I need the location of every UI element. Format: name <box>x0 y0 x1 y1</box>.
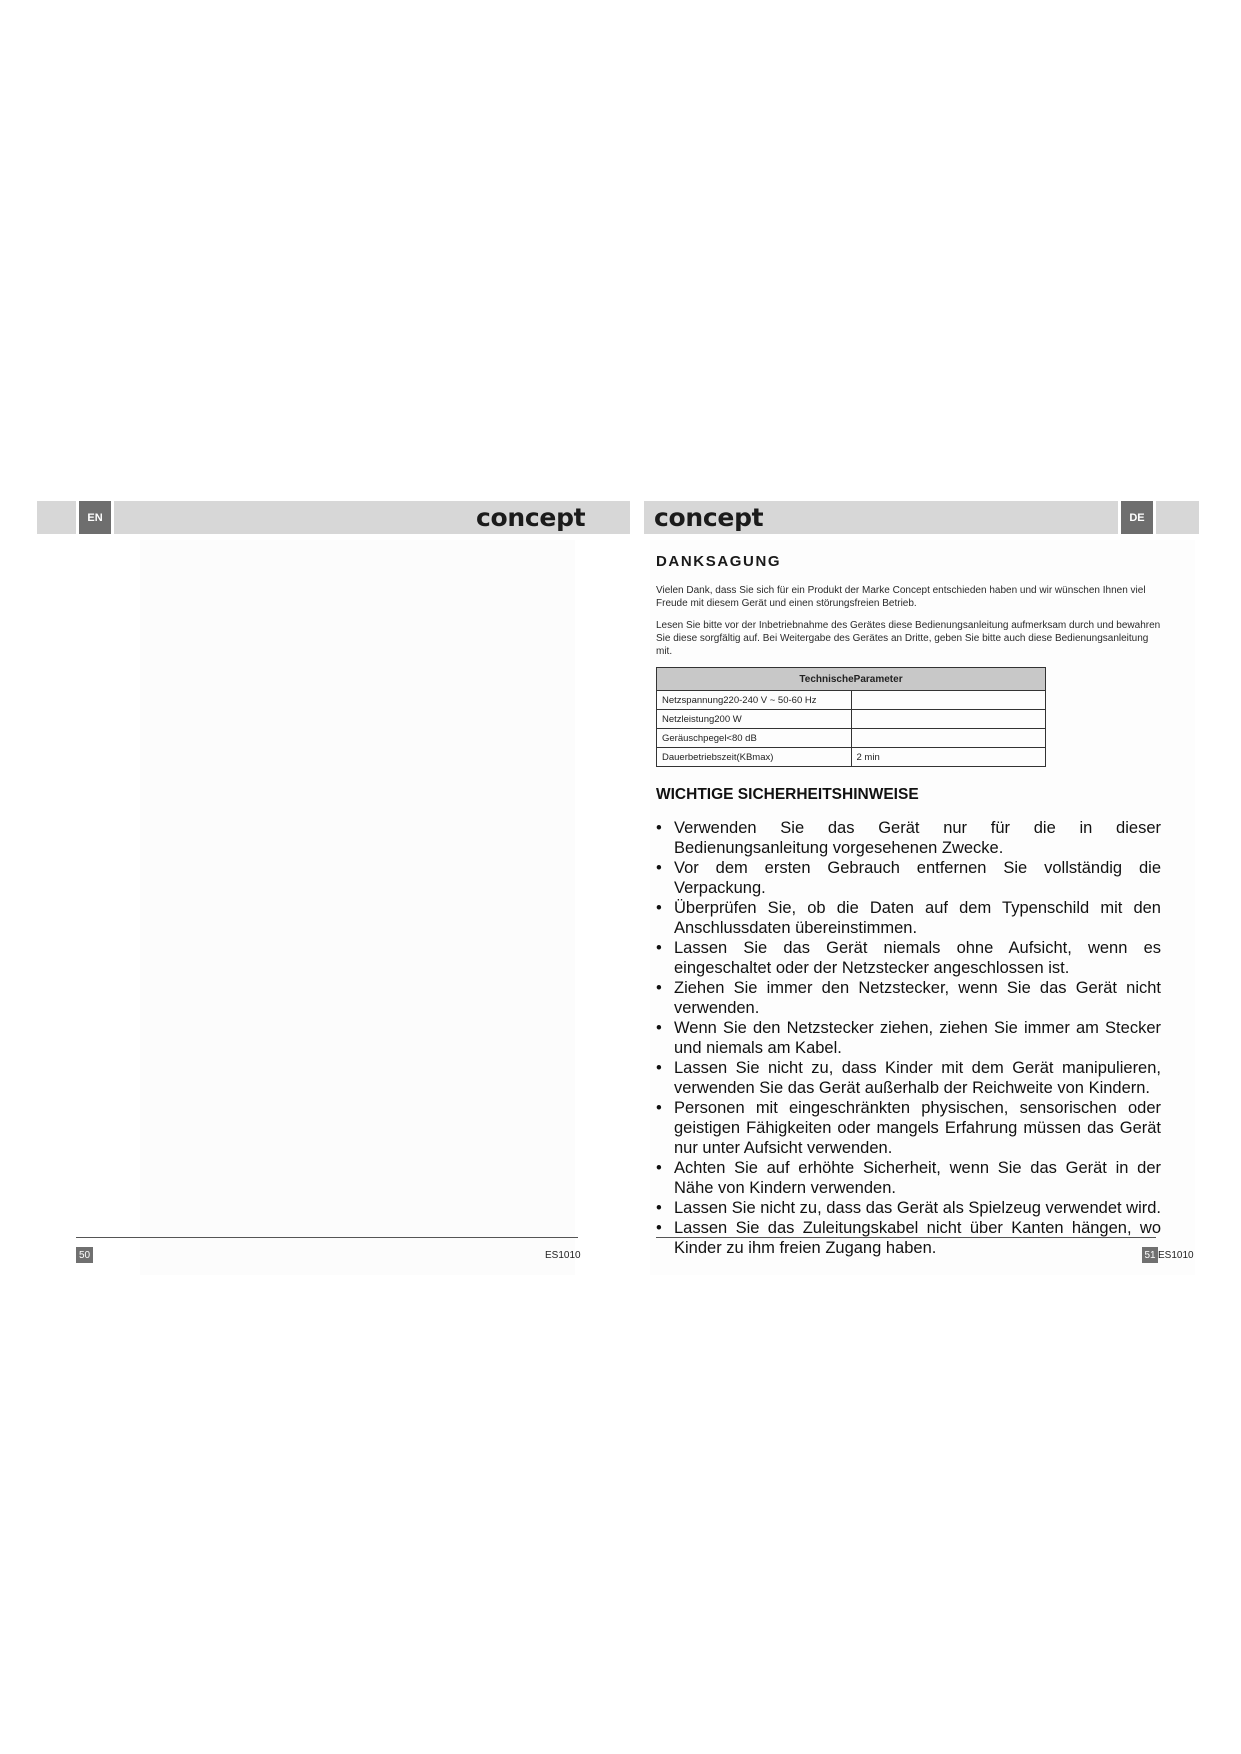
brand-logo-right: concept <box>654 503 764 532</box>
param-label: Netzleistung200 W <box>657 710 852 729</box>
table-row <box>657 710 1046 729</box>
param-value <box>851 710 1046 729</box>
right-page-content <box>656 553 1161 1258</box>
bullet-icon: • <box>656 1159 662 1177</box>
model-number-right: ES1010 <box>1158 1249 1194 1261</box>
safety-item-text: Lassen Sie das Zuleitungskabel nicht über Kanten hängen, wo Kinder zu ihm freien Zugang haben. <box>674 1219 1161 1257</box>
technical-parameters-table <box>656 667 1046 767</box>
list-item <box>656 1158 1161 1198</box>
page-number-left: 50 <box>76 1247 93 1263</box>
bullet-icon: • <box>656 819 662 837</box>
safety-item-text: Wenn Sie den Netzstecker ziehen, ziehen Sie immer am Stecker und niemals am Kabel. <box>674 1019 1161 1057</box>
thanks-heading: DANKSAGUNG <box>656 553 782 570</box>
left-page-area <box>140 540 575 1275</box>
safety-heading: WICHTIGE SICHERHEITSHINWEISE <box>656 786 919 803</box>
safety-list <box>656 818 1161 1258</box>
list-item <box>656 1098 1161 1158</box>
bullet-icon: • <box>656 859 662 877</box>
bullet-icon: • <box>656 979 662 997</box>
param-label: Netzspannung220-240 V ~ 50-60 Hz <box>657 691 852 710</box>
bullet-icon: • <box>656 899 662 917</box>
safety-item-text: Verwenden Sie das Gerät nur für die in dieser Bedienungsanleitung vorgesehenen Zwecke. <box>674 819 1161 857</box>
safety-item-text: Vor dem ersten Gebrauch entfernen Sie vollständig die Verpackung. <box>674 859 1161 897</box>
list-item <box>656 1198 1161 1218</box>
bullet-icon: • <box>656 939 662 957</box>
thanks-paragraph-1: Vielen Dank, dass Sie sich für ein Produkt der Marke Concept entschieden haben und wir wünschen Ihnen viel Freude mit diesem Gerät und einen störungsfreien Betrieb. <box>656 585 1146 609</box>
list-item <box>656 858 1161 898</box>
language-tab-de: DE <box>1118 501 1156 534</box>
list-item <box>656 1218 1161 1258</box>
bullet-icon: • <box>656 1059 662 1077</box>
list-item <box>656 1018 1161 1058</box>
safety-item-text: Achten Sie auf erhöhte Sicherheit, wenn Sie das Gerät in der Nähe von Kindern verwenden. <box>674 1159 1161 1197</box>
brand-logo-left: concept <box>476 503 586 532</box>
list-item <box>656 978 1161 1018</box>
table-row <box>657 748 1046 767</box>
safety-item-text: Personen mit eingeschränkten physischen, sensorischen oder geistigen Fähigkeiten oder mangels Erfahrung müssen das Gerät nur unter Aufsicht verwenden. <box>674 1099 1161 1157</box>
thanks-paragraph-2: Lesen Sie bitte vor der Inbetriebnahme des Gerätes diese Bedienungsanleitung aufmerksam durch und bewahren Sie diese sorgfältig auf. Bei Weitergabe des Gerätes an Dritte, geben Sie bitte auch diese Bedienungsanleitung mit. <box>656 620 1161 657</box>
model-number-left: ES1010 <box>545 1249 581 1261</box>
safety-item-text: Lassen Sie nicht zu, dass Kinder mit dem Gerät manipulieren, verwenden Sie das Gerät außerhalb der Reichweite von Kindern. <box>674 1059 1161 1097</box>
bullet-icon: • <box>656 1219 662 1237</box>
language-tab-en: EN <box>76 501 114 534</box>
safety-item-text: Lassen Sie nicht zu, dass das Gerät als Spielzeug verwendet wird. <box>674 1199 1162 1217</box>
param-value <box>851 729 1046 748</box>
footer-divider-left <box>76 1237 578 1238</box>
param-value: 2 min <box>851 748 1046 767</box>
param-label: Geräuschpegel<80 dB <box>657 729 852 748</box>
safety-item-text: Ziehen Sie immer den Netzstecker, wenn Sie das Gerät nicht verwenden. <box>674 979 1161 1017</box>
safety-item-text: Lassen Sie das Gerät niemals ohne Aufsicht, wenn es eingeschaltet oder der Netzstecker angeschlossen ist. <box>674 939 1161 977</box>
table-row <box>657 729 1046 748</box>
bullet-icon: • <box>656 1019 662 1037</box>
param-value <box>851 691 1046 710</box>
footer-divider-right <box>656 1237 1156 1238</box>
table-header: TechnischeParameter <box>657 668 1046 691</box>
bullet-icon: • <box>656 1199 662 1217</box>
page-number-right: 51 <box>1142 1247 1158 1263</box>
list-item <box>656 898 1161 938</box>
safety-item-text: Überprüfen Sie, ob die Daten auf dem Typenschild mit den Anschlussdaten übereinstimmen. <box>674 899 1161 937</box>
list-item <box>656 938 1161 978</box>
list-item <box>656 818 1161 858</box>
list-item <box>656 1058 1161 1098</box>
bullet-icon: • <box>656 1099 662 1117</box>
param-label: Dauerbetriebszeit(KBmax) <box>657 748 852 767</box>
table-row <box>657 691 1046 710</box>
